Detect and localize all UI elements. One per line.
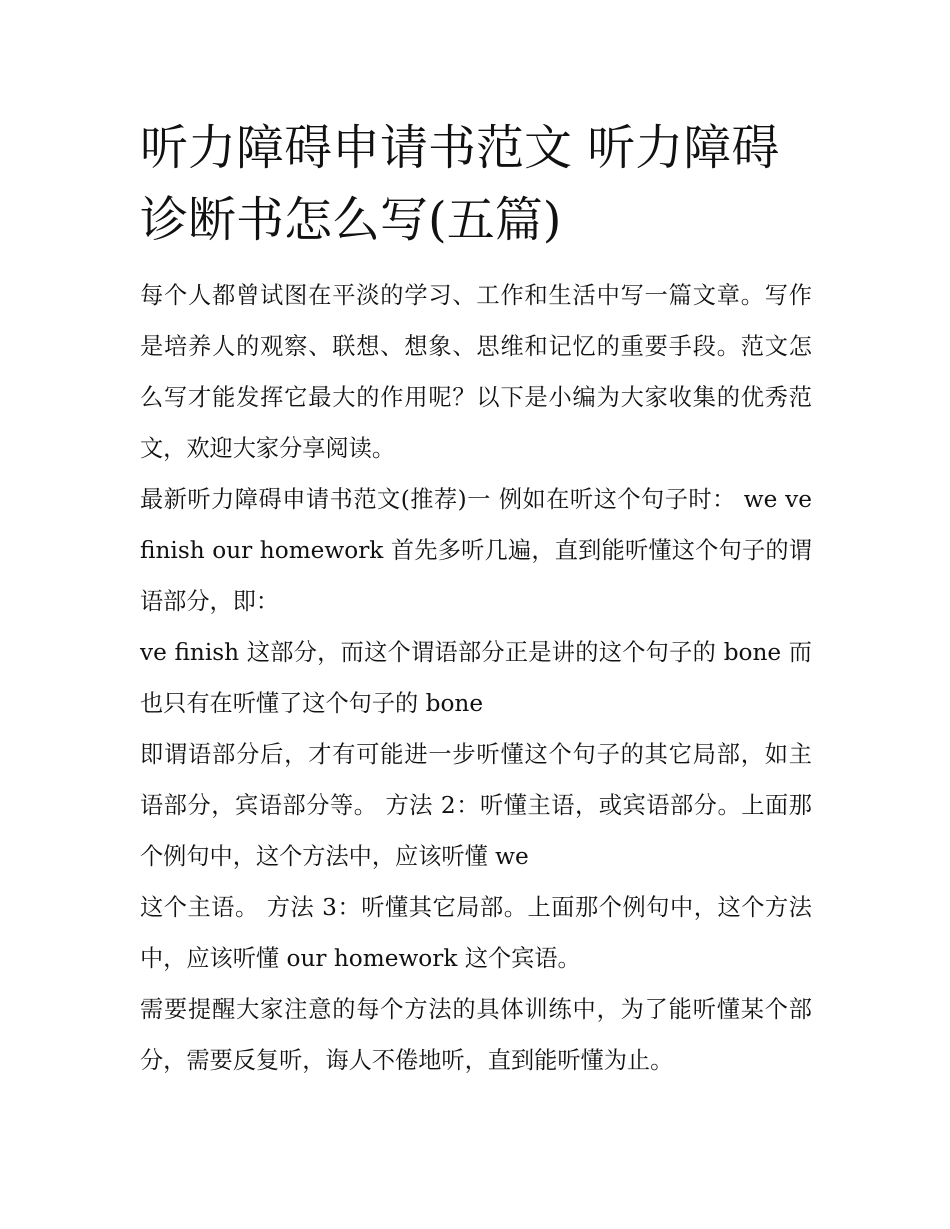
paragraph-reminder: 需要提醒大家注意的每个方法的具体训练中，为了能听懂某个部分，需要反复听，诲人不倦地听，直到能听懂为止。 [140,996,812,1074]
paragraph-intro: 每个人都曾试图在平淡的学习、工作和生活中写一篇文章。写作是培养人的观察、联想、想象、思维和记忆的重要手段。范文怎么写才能发挥它最大的作用呢？以下是小编为大家收集的优秀范文，欢迎大家分享阅读。 [140,282,812,462]
document-title: 听力障碍申请书范文 听力障碍诊断书怎么写(五篇) [140,120,780,248]
paragraph-example-sentence: 最新听力障碍申请书范文(推荐)一 例如在听这个句子时： we ve finish our homework 首先多听几遍，直到能听懂这个句子的谓语部分，即： [140,486,812,615]
paragraph-method-3: 这个主语。 方法 3：听懂其它局部。上面那个例句中，这个方法中，应该听懂 our homework 这个宾语。 [140,894,812,972]
document-page [140,112,812,1086]
paragraph-method-2: 即谓语部分后，才有可能进一步听懂这个句子的其它局部，如主语部分，宾语部分等。 方法 2：听懂主语，或宾语部分。上面那个例句中，这个方法中，应该听懂 we [140,741,812,870]
paragraph-predicate-bone: ve finish 这部分，而这个谓语部分正是讲的这个句子的 bone 而也只有在听懂了这个句子的 bone [140,639,812,717]
